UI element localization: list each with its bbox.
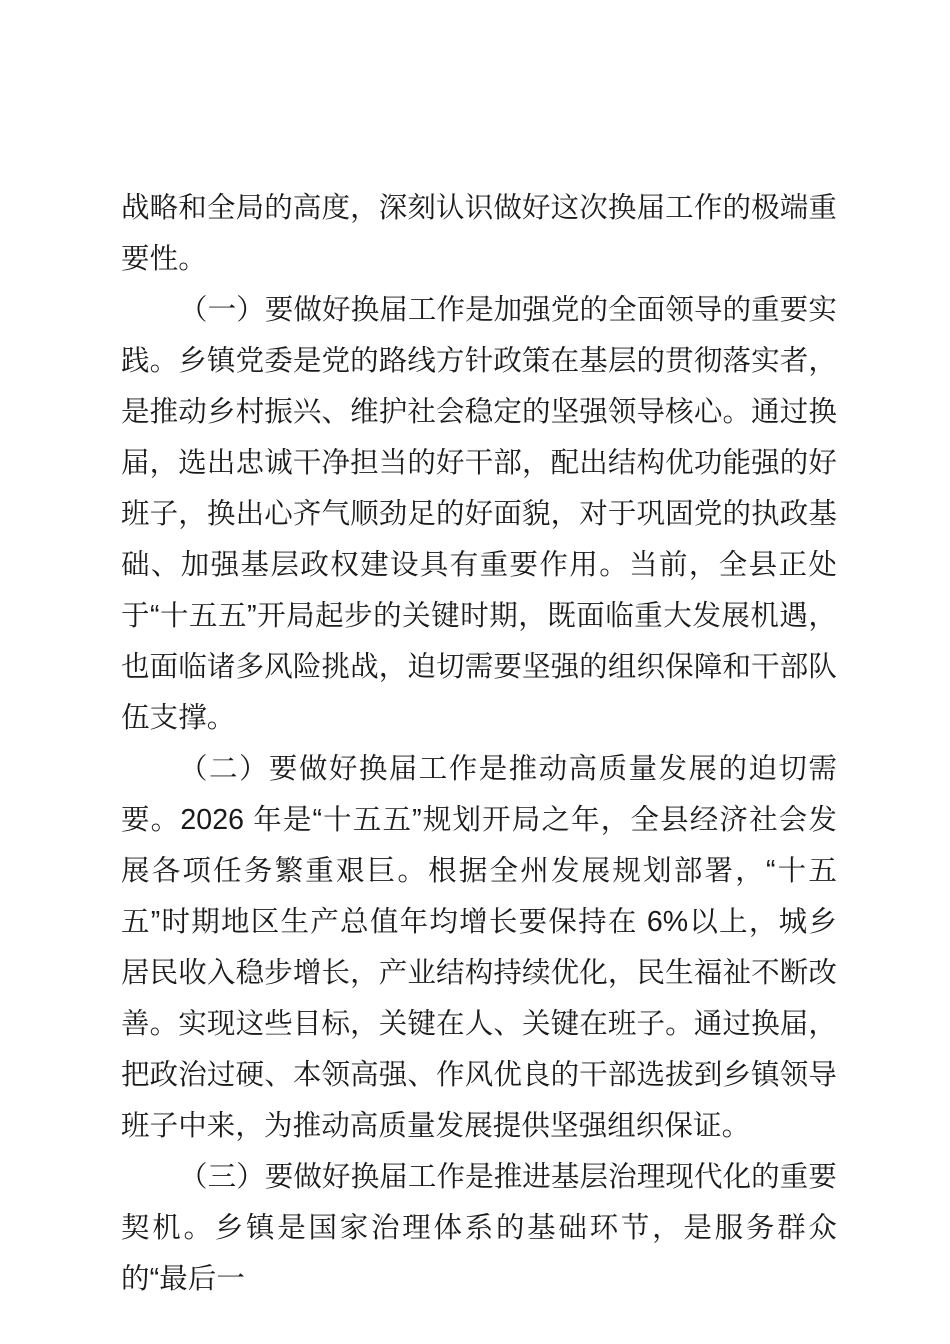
paragraph-continuation: 战略和全局的高度，深刻认识做好这次换届工作的极端重要性。 — [121, 192, 837, 275]
paragraph-section-one: （一）要做好换届工作是加强党的全面领导的重要实践。乡镇党委是党的路线方针政策在基层的贯彻落实者，是推动乡村振兴、维护社会稳定的坚强领导核心。通过换届，选出忠诚干净担当的好干部，配出结构优功能强的好班子，换出心齐气顺劲足的好面貌，对于巩固党的执政基础、加强基层政权建设具有重要作用。当前，全县正处于“十五五”开局起步的关键时期，既面临重大发展机遇，也面临诸多风险挑战，迫切需要坚强的组织保障和干部队伍支撑。 — [121, 294, 837, 734]
document-text-column — [121, 183, 837, 1305]
paragraph-section-three: （三）要做好换届工作是推进基层治理现代化的重要契机。乡镇是国家治理体系的基础环节，是服务群众的“最后一 — [121, 1161, 837, 1295]
paragraph-section-two: （二）要做好换届工作是推动高质量发展的迫切需要。2026 年是“十五五”规划开局之年，全县经济社会发展各项任务繁重艰巨。根据全州发展规划部署，“十五五”时期地区生产总值年均增长要保持在 6%以上，城乡居民收入稳步增长，产业结构持续优化，民生福祉不断改善。实现这些目标，关键在人、关键在班子。通过换届，把政治过硬、本领高强、作风优良的干部选拔到乡镇领导班子中来，为推动高质量发展提供坚强组织保证。 — [121, 753, 837, 1142]
